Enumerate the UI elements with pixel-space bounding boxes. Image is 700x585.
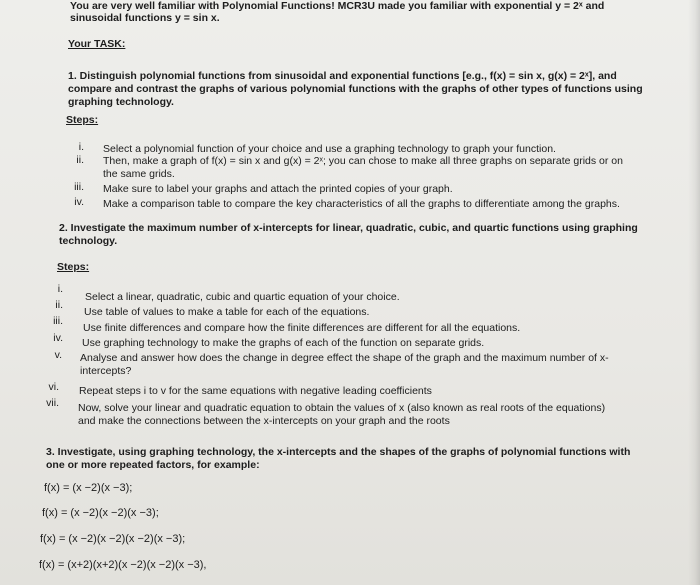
q2-step-number: v. (54, 349, 62, 361)
q2-steps-label: Steps: (57, 261, 90, 273)
q2-line-1: 2. Investigate the maximum number of x-intercepts for linear, quadratic, cubic, and quartic functions using graphing (59, 222, 638, 234)
page-edge-shadow (688, 0, 700, 585)
q3-line-1: 3. Investigate, using graphing technology, the x-intercepts and the shapes of the graphs of polynomial functions with (46, 446, 631, 458)
equation: f(x) = (x+2)(x+2)(x −2)(x −2)(x −3), (39, 559, 207, 571)
q1-line-2: compare and contrast the graphs of various polynomial functions with the graphs of other types of functions using (68, 83, 643, 95)
q2-step-number: vi. (48, 381, 59, 393)
q2-step-text: and make the connections between the x-intercepts on your graph and the roots (78, 415, 450, 427)
q1-step-text: Make sure to label your graphs and attach the printed copies of your graph. (103, 183, 453, 195)
q2-step-text: Repeat steps i to v for the same equations with negative leading coefficients (79, 385, 432, 397)
q2-step-number: i. (57, 283, 63, 295)
q1-step-number: ii. (76, 154, 84, 166)
q1-step-text: Then, make a graph of f(x) = sin x and g(x) = 2ˣ; you can chose to make all three graphs on separate grids or on (103, 155, 623, 167)
q2-step-text: intercepts? (80, 365, 132, 377)
intro-line-1: You are very well familiar with Polynomial Functions! MCR3U made you familiar with exponential y = 2ˣ and (70, 0, 605, 12)
q1-step-number: iii. (74, 181, 84, 193)
q2-step-text: Use table of values to make a table for each of the equations. (84, 306, 370, 318)
q2-step-number: vii. (46, 397, 59, 409)
q2-step-number: ii. (55, 299, 63, 311)
q3-line-2: one or more repeated factors, for example: (46, 459, 260, 471)
q1-step-text: the same grids. (103, 168, 175, 180)
equation: f(x) = (x −2)(x −2)(x −3); (42, 507, 159, 519)
q2-step-text: Use graphing technology to make the graphs of each of the function on separate grids. (82, 337, 485, 349)
q1-line-3: graphing technology. (68, 96, 174, 108)
q2-step-text: Use finite differences and compare how the finite differences are different for all the equations. (83, 322, 521, 334)
q2-step-text: Select a linear, quadratic, cubic and quartic equation of your choice. (85, 291, 400, 303)
q2-line-2: technology. (59, 235, 118, 247)
q1-step-text: Select a polynomial function of your choice and use a graphing technology to graph your function. (103, 143, 556, 155)
q2-step-text: Now, solve your linear and quadratic equation to obtain the values of x (also known as real roots of the equations) (78, 402, 606, 414)
q2-step-number: iii. (53, 315, 63, 327)
equation: f(x) = (x −2)(x −2)(x −2)(x −3); (40, 533, 186, 545)
task-heading: Your TASK: (68, 38, 126, 50)
q2-step-text: Analyse and answer how does the change in degree effect the shape of the graph and the maximum number of x- (80, 352, 609, 364)
q1-line-1: 1. Distinguish polynomial functions from sinusoidal and exponential functions [e.g., f(x) = sin x, g(x) = 2ˣ], and (68, 70, 617, 82)
equation: f(x) = (x −2)(x −3); (44, 482, 133, 494)
q1-step-number: i. (78, 141, 84, 153)
q2-step-number: iv. (53, 332, 63, 344)
intro-line-2: sinusoidal functions y = sin x. (70, 12, 220, 24)
q1-steps-label: Steps: (66, 114, 99, 126)
q1-step-number: iv. (74, 196, 84, 208)
q1-step-text: Make a comparison table to compare the key characteristics of all the graphs to differentiate among the graphs. (103, 198, 620, 210)
